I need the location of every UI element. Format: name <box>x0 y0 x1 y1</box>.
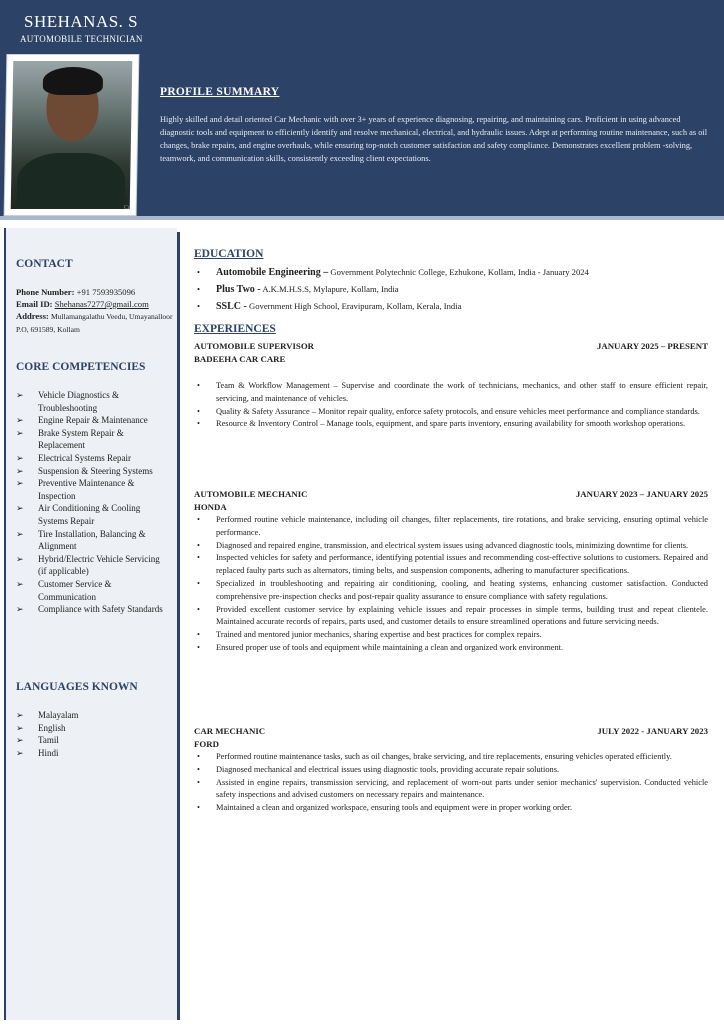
list-item: • Trained and mentored junior mechanics, sharing expertise and best practices for complex repairs. <box>194 629 708 642</box>
arrow-bullet-icon: ➢ <box>16 528 24 539</box>
arrow-bullet-icon: ➢ <box>16 503 24 514</box>
list-item: • Ensured proper use of tools and equipment while maintaining a clean and organized work environment. <box>194 642 708 655</box>
arrow-bullet-icon: ➢ <box>16 390 24 400</box>
bullet-dot-icon: • <box>197 515 200 524</box>
job-company: FORD <box>194 739 219 749</box>
list-item: • Maintained a clean and organized workspace, ensuring tools and equipment were in proper working order. <box>194 802 708 815</box>
bullet-dot-icon: • <box>197 764 200 774</box>
photo-hair <box>43 67 103 95</box>
list-item: ➢ Suspension & Steering Systems <box>16 465 153 476</box>
bullet-dot-icon: • <box>197 267 201 277</box>
list-item: • Provided excellent customer service by explaining vehicle issues and repair processes in simple terms, building trust and repeat clientele. Maintained accurate records of repairs, parts used, and customer details to ensure streamlined operations and future servicing needs. <box>197 604 708 627</box>
list-item: • Assisted in engine repairs, transmission servicing, and replacement of worn-out parts under senior mechanics' supervision. Conducted vehicle safety inspections and advised customers on necessary repairs and maintenance. <box>197 777 708 800</box>
job-header <box>194 340 708 353</box>
education-item: • SSLC - Government High School, Eravipuram, Kollam, Kerala, India <box>194 298 708 315</box>
list-item: ➢ Air Conditioning & Cooling Systems Repair <box>16 503 141 526</box>
list-item: • Team & Workflow Management – Supervise and coordinate the work of technicians, mechanics, and other staff to ensure efficient repair, servicing, and maintenance of vehicles. <box>197 381 708 403</box>
column-divider <box>177 232 180 1020</box>
arrow-bullet-icon: ➢ <box>16 604 24 615</box>
address-text: Mullamangalathu Veedu, Umayanalloor P.O, 691589, Kollam <box>16 312 173 334</box>
candidate-role: AUTOMOBILE TECHNICIAN <box>20 34 143 44</box>
email-line <box>16 298 176 310</box>
job-title: AUTOMOBILE SUPERVISOR <box>194 341 315 351</box>
arrow-bullet-icon: ➢ <box>16 478 24 489</box>
list-item: ➢ Tamil <box>16 735 59 746</box>
photo-shirt <box>16 153 125 209</box>
email-link[interactable]: Shehanas7277@gmail.com <box>54 299 149 309</box>
header-banner <box>0 0 724 218</box>
phone-line <box>16 286 176 298</box>
profile-summary-title: PROFILE SUMMARY <box>160 86 280 98</box>
job-header <box>194 488 708 501</box>
job-dates: JULY 2022 - JANUARY 2023 <box>597 726 708 736</box>
arrow-bullet-icon: ➢ <box>16 747 24 758</box>
education-list <box>194 264 708 315</box>
arrow-bullet-icon: ➢ <box>16 578 24 589</box>
arrow-bullet-icon: ➢ <box>16 735 24 746</box>
arrow-bullet-icon: ➢ <box>16 710 24 720</box>
list-item: • Diagnosed mechanical and electrical issues using diagnostic tools, providing accurate repair solutions. <box>194 764 708 777</box>
phone-label: Phone Number: <box>16 287 75 297</box>
list-item: ➢ Brake System Repair & Replacement <box>16 427 124 451</box>
list-item: • Specialized in troubleshooting and repairing air conditioning, cooling, and heating systems, enhancing customer satisfaction. Conducted comprehensive pre-inspection checks and post-repair quality assurance to ensure compliance with safety regulations. <box>197 578 708 601</box>
bullet-dot-icon: • <box>197 777 200 787</box>
email-label: Email ID: <box>16 299 53 309</box>
bullet-dot-icon: • <box>197 604 200 614</box>
job-entry <box>194 725 708 815</box>
list-item: • Diagnosed and repaired engine, transmission, and electrical system issues using advanced diagnostic tools, minimizing downtime for clients. <box>194 540 708 553</box>
list-item: ➢ Engine Repair & Maintenance <box>16 415 148 426</box>
list-item: • Performed routine vehicle maintenance, including oil changes, filter replacements, tire rotations, and brake servicing, ensuring optimal vehicle performance. <box>197 515 708 537</box>
profile-photo-frame <box>5 55 139 215</box>
arrow-bullet-icon: ➢ <box>16 427 24 438</box>
languages-list <box>14 709 164 759</box>
experience-title: EXPERIENCES <box>194 323 276 335</box>
job-entry <box>194 340 708 431</box>
arrow-bullet-icon: ➢ <box>16 553 24 564</box>
job-company: BADEEHA CAR CARE <box>194 354 286 364</box>
job-dates: JANUARY 2023 – JANUARY 2025 <box>575 489 708 499</box>
arrow-bullet-icon: ➢ <box>16 415 24 426</box>
contact-title: CONTACT <box>16 258 73 270</box>
languages-title: LANGUAGES KNOWN <box>16 681 138 693</box>
job-header <box>194 725 708 738</box>
list-item: • Resource & Inventory Control – Manage tools, equipment, and spare parts inventory, ensuring availability for smooth workshop operations. <box>194 418 708 431</box>
header-divider <box>0 216 724 220</box>
education-title: EDUCATION <box>194 248 264 260</box>
list-item: ➢ Hybrid/Electric Vehicle Servicing (if applicable) <box>16 553 160 577</box>
profile-photo <box>11 61 133 209</box>
list-item: ➢ English <box>16 722 66 733</box>
competencies-title: CORE COMPETENCIES <box>16 361 146 373</box>
list-item: ➢ Preventive Maintenance & Inspection <box>16 478 135 501</box>
job-dates: JANUARY 2025 – PRESENT <box>596 341 708 351</box>
address-line <box>16 310 176 336</box>
list-item: ➢ Tire Installation, Balancing & Alignment <box>16 528 146 552</box>
competencies-list <box>14 389 164 616</box>
job-bullets <box>194 751 708 815</box>
list-item: • Quality & Safety Assurance – Monitor repair quality, enforce safety protocols, and ensure vehicles meet performance and compliance standards. <box>194 406 708 419</box>
photo-watermark: Cr <box>123 205 130 211</box>
address-label: Address: <box>16 311 49 321</box>
bullet-dot-icon: • <box>197 540 200 550</box>
bullet-dot-icon: • <box>197 642 200 652</box>
bullet-dot-icon: • <box>197 752 200 761</box>
arrow-bullet-icon: ➢ <box>16 452 24 463</box>
list-item: ➢ Electrical Systems Repair <box>16 452 131 463</box>
job-title: CAR MECHANIC <box>194 726 266 736</box>
list-item: • Performed routine maintenance tasks, such as oil changes, brake servicing, and tire replacements, ensuring vehicles operated efficiently. <box>194 751 708 764</box>
bullet-dot-icon: • <box>197 381 200 390</box>
contact-block <box>16 286 176 336</box>
sidebar <box>4 228 177 1020</box>
arrow-bullet-icon: ➢ <box>16 722 24 733</box>
bullet-dot-icon: • <box>197 803 200 813</box>
job-bullets <box>194 380 708 431</box>
education-item: • Automobile Engineering – Government Polytechnic College, Ezhukone, Kollam, India - January 2024 <box>194 264 708 281</box>
bullet-dot-icon: • <box>197 284 201 294</box>
bullet-dot-icon: • <box>197 630 200 640</box>
job-title: AUTOMOBILE MECHANIC <box>194 489 308 499</box>
list-item: ➢ Customer Service & Communication <box>16 578 112 602</box>
arrow-bullet-icon: ➢ <box>16 465 24 476</box>
phone-number: +91 7593935096 <box>76 287 136 297</box>
bullet-dot-icon: • <box>197 406 200 416</box>
job-company: HONDA <box>194 502 227 512</box>
list-item: ➢ Hindi <box>16 747 59 758</box>
bullet-dot-icon: • <box>197 301 201 311</box>
education-item: • Plus Two - A.K.M.H.S.S, Mylapure, Kollam, India <box>194 281 708 298</box>
list-item: ➢ Malayalam <box>16 710 79 720</box>
list-item: ➢ Vehicle Diagnostics & Troubleshooting <box>16 390 119 413</box>
candidate-name: SHEHANAS. S <box>24 12 139 31</box>
bullet-dot-icon: • <box>197 553 200 563</box>
bullet-dot-icon: • <box>197 578 200 588</box>
job-entry <box>194 488 708 655</box>
list-item: ➢ Compliance with Safety Standards <box>16 604 163 615</box>
profile-summary-text: Highly skilled and detail oriented Car Mechanic with over 3+ years of experience diagnosing, repairing, and maintaining cars. Proficient in using advanced diagnostic tools and equipment to efficiently identify and resolve mechanical, electrical, and hydraulic issues. Adept at performing routine maintenance, such as oil changes, brake repairs, and engine overhauls, while ensuring top-notch customer satisfaction and safety compliance. Demonstrates excellent problem -solving, teamwork, and communication skills, consistently exceeding client expectations. <box>160 115 708 163</box>
list-item: • Inspected vehicles for safety and performance, identifying potential issues and recommending cost-effective solutions to customers. Repaired and replaced faulty parts such as alternators, timing belts, and suspension components, adhering to manufacturer specifications. <box>197 553 708 576</box>
job-bullets <box>194 514 708 655</box>
bullet-dot-icon: • <box>197 419 200 429</box>
